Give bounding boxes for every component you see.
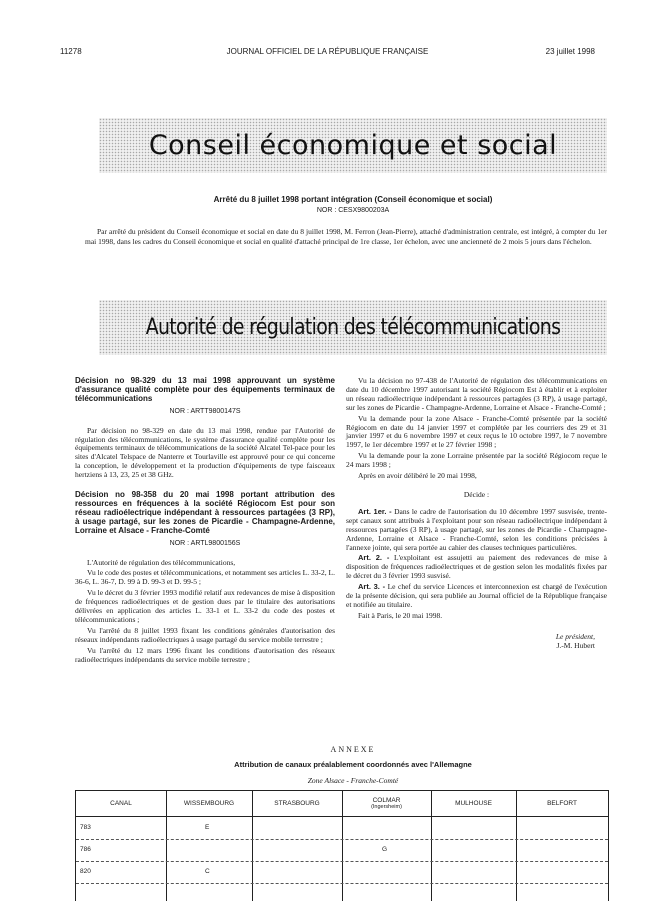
nor-reference: NOR : ARTT9800147S <box>169 407 241 415</box>
visa-paragraph: Vu le décret du 3 février 1993 modifié relatif aux redevances de mise à disposition de fréquences radioélectriques et de gestion dues par le titulaire des autorisations délivrées en application des articles L. 33-1 et L. 33-2 du code des postes et télécommunications ; <box>75 588 335 624</box>
signature-name: J.-M. Hubert <box>556 640 595 650</box>
column-header-canal: CANAL <box>110 800 132 807</box>
nor-reference: NOR : ARTL9800156S <box>169 539 241 547</box>
column-header-wissembourg: WISSEMBOURG <box>183 800 235 807</box>
section-band-conseil <box>99 118 607 173</box>
column-header-colmar <box>342 791 431 816</box>
wissembourg-cell: C <box>205 868 210 875</box>
left-column <box>75 377 335 666</box>
annexe-zone: Zone Alsace - Franche-Comté <box>307 776 399 785</box>
article-1 <box>346 508 607 553</box>
section-title: Autorité de régulation des télécommunications <box>145 315 561 340</box>
journal-title: JOURNAL OFFICIEL DE LA RÉPUBLIQUE FRANÇAISE <box>226 47 429 56</box>
canal-cell: 783 <box>80 824 91 831</box>
column-header-strasbourg: STRASBOURG <box>274 800 320 807</box>
arrete-title: Arrêté du 8 juillet 1998 portant intégration (Conseil économique et social) <box>213 195 493 204</box>
section-band-autorite <box>99 300 607 355</box>
decision-title: Décision no 98-358 du 20 mai 1998 portant attribution des ressources en fréquences à la société Régiocom Est pour son réseau radioélectrique indépendant à ressources partagées (3 RP), à usage partagé, sur les zones de Picardie - Champagne-Ardenne, Lorraine et Alsace - Franche-Comté <box>75 490 335 535</box>
article-text: L'exploitant est assujetti au paiement des redevances de mise à disposition de fréquences radioélectriques et de gestion selon les modalités fixées par le décret du 3 février 1993 susvisé. <box>346 553 607 581</box>
decide-heading: Décide : <box>463 489 490 499</box>
canal-cell: 820 <box>80 868 91 875</box>
table-row <box>76 817 608 840</box>
visa-paragraph: Vu la décision no 97-438 de l'Autorité de régulation des télécommunications en date du 10 décembre 1997 autorisant la société Régiocom Est à établir et à exploiter un réseau radioélectrique indépendant à ressources partagées (3 RP), à usage partagé, sur les zones de Picardie - Champagne-Ardenne, Lorraine et Alsace - Franche-Comté ; <box>346 376 607 412</box>
decision-body: Par décision no 98-329 en date du 13 mai 1998, rendue par l'Autorité de régulation des télécommunications, le système d'assurance qualité complète pour les équipements terminaux de télécommunications de la société Alcatel Tel-pace pour les sites d'Alcatel Telspace de Nanterre et Tourlaville est approuvé pour ce qui concerne la conception, le développement et la production d'équipements de type faisceaux hertziens à 13, 23, 25 et 38 GHz. <box>75 425 335 480</box>
visa-paragraph: Vu le code des postes et télécommunications, et notamment ses articles L. 33-2, L. 36-6, L. 36-7, D. 99 à D. 99-3 et D. 99-5 ; <box>75 568 335 587</box>
deliberation-line: Après en avoir délibéré le 20 mai 1998, <box>358 471 477 481</box>
visa-paragraph: Vu la demande pour la zone Lorraine présentée par la société Régiocom reçue le 24 mars 1998 ; <box>346 451 607 470</box>
column-header-belfort: BELFORT <box>547 800 577 807</box>
right-column <box>346 377 607 651</box>
colmar-cell: G <box>382 846 388 853</box>
arrete-body: Par arrêté du président du Conseil économique et social en date du 8 juillet 1998, M. Ferron (Jean-Pierre), attaché d'administration centrale, est intégré, à compter du 1er mai 1998, dans les cadres du Conseil économique et social en qualité d'attaché principal de 1re classe, 1er échelon, avec une ancienneté de 2 mois 5 jours dans l'échelon. <box>85 227 607 246</box>
colmar-sublabel: (Ingersheim) <box>371 804 402 810</box>
article-text: Dans le cadre de l'autorisation du 10 décembre 1997 susvisée, trente-sept canaux sont attribués à l'exploitant pour son réseau radioélectrique indépendant à ressources partagées (3 RP), à usage partagé, sur les zones de Picardie - Champagne-Ardenne, Lorraine et Alsace - Franche-Comté, selon les conditions précisées à l'annexe jointe, qui sera portée au cahier des clauses techniques particulières. <box>346 506 608 552</box>
nor-reference: NOR : CESX9800203A <box>316 207 390 214</box>
article-label: Art. 2. - <box>358 553 390 563</box>
canal-cell: 786 <box>80 846 91 853</box>
fait-line: Fait à Paris, le 20 mai 1998. <box>358 610 443 620</box>
article-label: Art. 3. - <box>358 582 386 592</box>
visa-paragraph: Vu l'arrêté du 8 juillet 1993 fixant les conditions générales d'autorisation des réseaux indépendants radioélectriques à usage partagé du service mobile terrestre ; <box>75 625 335 644</box>
column-header-mulhouse: MULHOUSE <box>455 800 492 807</box>
article-text: Le chef du service Licences et interconnexion est chargé de l'exécution de la présente décision, qui sera publiée au Journal officiel de la République française et notifiée au titulaire. <box>346 582 608 609</box>
authority-line: L'Autorité de régulation des télécommunications, <box>87 557 236 567</box>
article-2 <box>346 554 607 581</box>
table-row <box>76 861 608 884</box>
channel-table <box>75 790 609 901</box>
table-row <box>76 839 608 862</box>
wissembourg-cell: E <box>205 824 210 831</box>
annexe-title: ANNEXE <box>330 745 376 754</box>
colmar-label: COLMAR <box>372 797 401 804</box>
visa-paragraph: Vu l'arrêté du 12 mars 1996 fixant les conditions d'autorisation des réseaux radioélectriques indépendants du service mobile terrestre ; <box>75 645 335 664</box>
signature-title: Le président, <box>555 631 595 641</box>
section-title: Conseil économique et social <box>148 130 558 161</box>
decision-title: Décision no 98-329 du 13 mai 1998 approuvant un système d'assurance qualité complète pour des équipements terminaux de télécommunications <box>75 376 335 403</box>
visa-paragraph: Vu la demande pour la zone Alsace - Franche-Comté présentée par la société Régiocom en date du 14 janvier 1997 et complétée par les courriers des 29 et 31 janvier 1997 et du 6 novembre 1997 et ceux reçus le 10 octobre 1997, le 7 novembre 1997, le 1er décembre 1997 et le 27 février 1998 ; <box>346 413 607 450</box>
running-header <box>60 47 595 59</box>
article-label: Art. 1er. - <box>358 506 392 516</box>
article-3 <box>346 583 607 610</box>
issue-date: 23 juillet 1998 <box>545 47 595 56</box>
annexe-subtitle: Attribution de canaux préalablement coordonnés avec l'Allemagne <box>234 760 472 769</box>
page-number: 11278 <box>60 47 82 56</box>
